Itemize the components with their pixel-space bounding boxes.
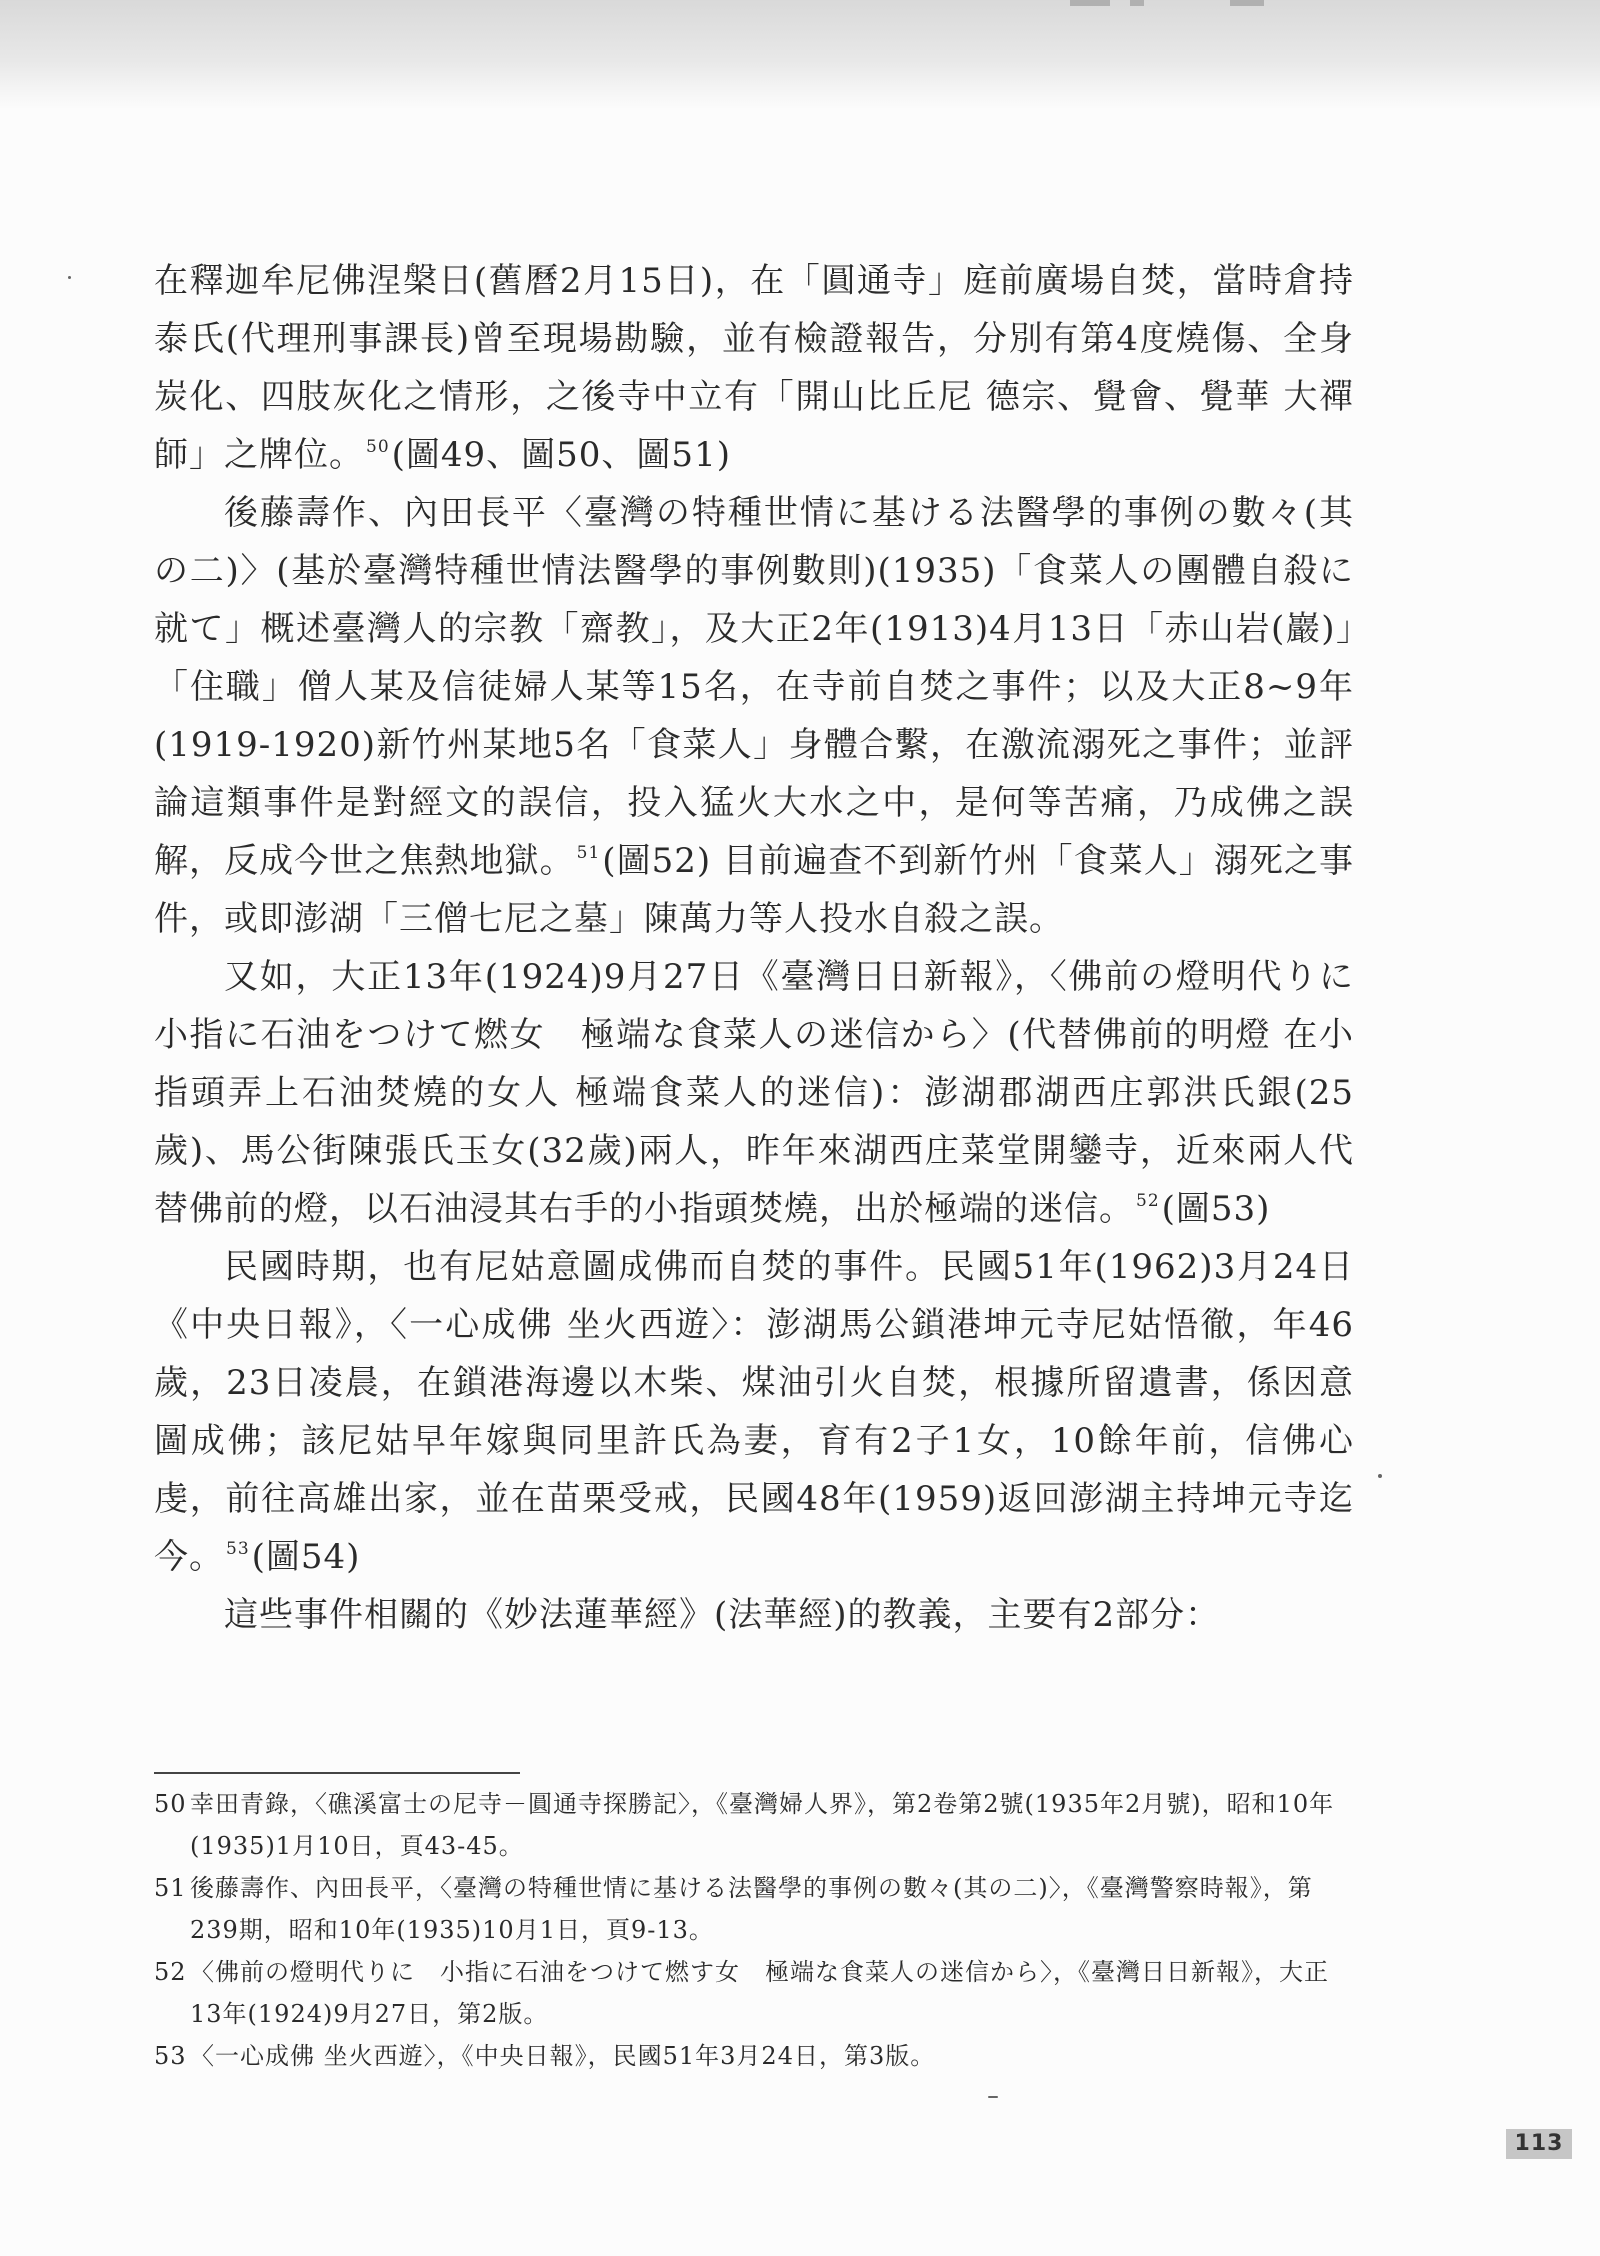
footnote-51 [154,1867,1354,1951]
paragraph-4-figure-ref: (圖54) [251,1537,361,1577]
footnote-ref-50[interactable]: 50 [366,437,390,457]
footnote-divider [154,1772,520,1774]
paragraph-5-text: 這些事件相關的《妙法蓮華經》(法華經)的教義，主要有2部分： [224,1595,1221,1635]
paragraph-2 [154,484,1354,948]
paragraph-3 [154,948,1389,1238]
footnote-text: 〈佛前の燈明代りに 小指に石油をつけて燃す女 極端な食菜人の迷信から〉，《臺灣日日新報》，大正13年(1924)9月27日，第2版。 [190,1958,1329,2028]
page-top-shadow-band [0,0,1600,110]
paragraph-3-figure-ref: (圖53) [1161,1189,1271,1229]
footnote-52 [154,1951,1354,2035]
paragraph-2-text: 後藤壽作、內田長平〈臺灣の特種世情に基ける法醫學的事例の數々(其の二)〉(基於臺灣特種世情法醫學的事例數則)(1935)「食菜人の團體自殺に就て」概述臺灣人的宗教「齋教」，及大正2年(1913)4月13日「赤山岩(巖)」「住職」僧人某及信徒婦人某等15名，在寺前自焚之事件；以及大正8~9年(1919-1920)新竹州某地5名「食菜人」身體合繫，在激流溺死之事件；並評論這類事件是對經文的誤信，投入猛火大水之中，是何等苦痛，乃成佛之誤解，反成今世之焦熱地獄。 [154,493,1354,881]
footnote-text: 〈一心成佛 坐火西遊〉，《中央日報》，民國51年3月24日，第3版。 [190,2042,936,2070]
paragraph-1-text: 在釋迦牟尼佛涅槃日(舊曆2月15日)，在「圓通寺」庭前廣場自焚，當時倉持泰氏(代理刑事課長)曾至現場勘驗，並有檢證報告，分別有第4度燒傷、全身炭化、四肢灰化之情形，之後寺中立有「開山比丘尼 德宗、覺會、覺華 大禪師」之牌位。 [154,261,1354,475]
bleed-mark [1130,0,1144,6]
paragraph-5 [154,1586,1354,1644]
paragraph-2-tail: (圖52) 目前遍查不到新竹州「食菜人」溺死之事件，或即澎湖「三僧七尼之墓」陳萬力等人投水自殺之誤。 [154,841,1354,939]
footnote-ref-51[interactable]: 51 [576,843,601,863]
footnote-number: 51 [154,1874,187,1902]
footnote-text: 後藤壽作、內田長平，〈臺灣の特種世情に基ける法醫學的事例の數々(其の二)〉，《臺灣警察時報》，第239期，昭和10年(1935)10月1日，頁9-13。 [190,1874,1313,1944]
footnote-number: 53 [154,2042,187,2070]
paragraph-1-figure-ref: (圖49、圖50、圖51) [391,435,731,475]
footnote-50 [154,1783,1354,1867]
footnotes-section [154,1783,1354,2077]
bleed-mark [1230,0,1264,6]
scan-speck [68,276,71,279]
footnote-text: 幸田青錄，〈礁溪富士の尼寺－圓通寺探勝記〉，《臺灣婦人界》，第2卷第2號(1935年2月號)，昭和10年(1935)1月10日，頁43-45。 [190,1790,1335,1860]
bleed-mark [1070,0,1110,6]
footnote-number: 52 [154,1958,187,1986]
paragraph-3-text: 又如，大正13年(1924)9月27日《臺灣日日新報》，〈佛前の燈明代りに 小指に石油をつけて燃女 極端な食菜人の迷信から〉(代替佛前的明燈 在小指頭弄上石油焚燒的女人 極端食菜人的迷信)：澎湖郡湖西庄郭洪氏銀(25歲)、馬公街陳張氏玉女(32歲)兩人，昨年來湖西庄菜堂開鑾寺，近來兩人代替佛前的燈，以石油浸其右手的小指頭焚燒，出於極端的迷信。 [154,957,1389,1229]
footnote-ref-52[interactable]: 52 [1136,1191,1160,1211]
scan-speck [988,2096,998,2098]
main-body-text [154,252,1389,1644]
paragraph-1 [154,252,1354,484]
scan-speck [1378,1474,1382,1478]
paragraph-4-text: 民國時期，也有尼姑意圖成佛而自焚的事件。民國51年(1962)3月24日《中央日報》，〈一心成佛 坐火西遊〉：澎湖馬公鎖港坤元寺尼姑悟徹，年46歲，23日凌晨，在鎖港海邊以木柴、煤油引火自焚，根據所留遺書，係因意圖成佛；該尼姑早年嫁與同里許氏為妻，育有2子1女，10餘年前，信佛心虔，前往高雄出家，並在苗栗受戒，民國48年(1959)返回澎湖主持坤元寺迄今。 [154,1247,1354,1577]
page-number: 113 [1506,2129,1572,2159]
footnote-ref-53[interactable]: 53 [226,1539,250,1559]
footnote-number: 50 [154,1790,187,1818]
footnote-53 [154,2035,1354,2077]
paragraph-4 [154,1238,1354,1586]
